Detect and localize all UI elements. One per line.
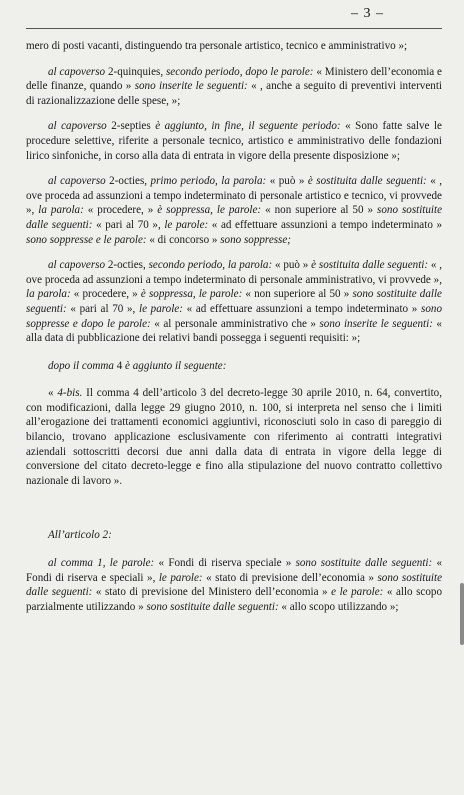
text-run: « allo scopo parzialmente utilizzando »	[26, 586, 442, 613]
italic-text-run: sono inserite le seguenti:	[319, 317, 433, 330]
italic-text-run: secondo periodo, la parola:	[148, 259, 273, 272]
paragraph-spacer	[26, 543, 442, 556]
text-run: « procedere, »	[83, 204, 158, 217]
italic-text-run: sono sostituite dalle seguenti:	[26, 204, 443, 231]
italic-text-run: sono inserite le seguenti:	[134, 80, 248, 93]
text-run: mero di posti vacanti, distinguendo tra personale artistico, tecnico e amministrativo »;	[26, 40, 408, 52]
text-run: « procedere, »	[70, 288, 141, 301]
paragraph	[26, 39, 442, 54]
header-rule	[26, 28, 442, 29]
paragraph	[26, 119, 442, 163]
paragraph-spacer	[26, 54, 442, 65]
text-run: « non superiore al 50 »	[261, 204, 378, 217]
paragraph-spacer	[26, 488, 442, 528]
paragraph	[26, 258, 442, 346]
italic-text-run: al comma 1, le parole:	[48, 557, 155, 570]
text-run: « stato di previsione dell’economia »	[202, 571, 378, 584]
italic-text-run: al capoverso	[48, 175, 110, 188]
italic-text-run: sono sostituite dalle seguenti:	[295, 557, 433, 570]
paragraph	[26, 528, 442, 543]
paragraph	[26, 174, 442, 247]
text-run: « al personale amministrativo che »	[150, 317, 320, 330]
italic-text-run: sono soppresse e dopo le parole:	[26, 302, 442, 330]
scrollbar-thumb[interactable]	[460, 583, 464, 645]
text-run: « pari al 70 »,	[66, 302, 139, 315]
text-run: 2-quinquies,	[107, 65, 166, 78]
text-run: « , anche a seguito di preventivi interventi di razionalizzazione delle spese, »;	[26, 80, 442, 107]
italic-text-run: al capoverso	[48, 120, 112, 133]
page-header	[26, 0, 442, 28]
italic-text-run: sono sostituite dalle seguenti:	[26, 288, 442, 315]
italic-text-run: è soppressa, le parole:	[157, 204, 262, 217]
paragraph	[26, 359, 442, 374]
text-run: 2-septies	[111, 120, 156, 133]
italic-text-run: le parole:	[138, 302, 183, 315]
page-number: – 3 –	[351, 6, 384, 21]
text-run: « , ove proceda ad assunzioni a tempo indeterminato di personale amministrativo, vi provvede »,	[26, 259, 443, 286]
text-run: 2-octies,	[109, 175, 151, 188]
text-run: 4	[116, 359, 126, 372]
text-run: « di concorso »	[146, 233, 221, 246]
paragraph-spacer	[26, 346, 442, 359]
italic-text-run: la parola:	[26, 288, 71, 301]
text-run: « Ministero dell’economia e delle finanze, quando »	[26, 65, 442, 93]
text-run: « allo scopo utilizzando »;	[278, 600, 399, 613]
italic-text-run: sono soppresse;	[220, 233, 291, 246]
text-run: «	[48, 387, 58, 400]
italic-text-run: al capoverso	[48, 259, 108, 272]
text-run: « Fondi di riserva speciale »	[154, 557, 296, 570]
paragraph	[26, 65, 442, 109]
text-run: Il comma 4 dell’articolo 3 del decreto-legge 30 aprile 2010, n. 64, convertito, con modificazioni, dalla legge 29 giugno 2010, n. 100, si interpreta nel senso che i limiti all’erogazione dei trattamenti economici aggiuntivi, riconosciuti solo in caso di pareggio di bilancio, trovano applicazione esclusivamente con riferimento ai contratti integrativi aziendali sottoscritti decorsi due anni dalla data di entrata in vigore della legge di conversione del citato decreto-legge e fino alla stipulazione del nuovo contratto collettivo nazionale di lavoro ».	[26, 387, 442, 487]
paragraph	[26, 386, 442, 488]
italic-text-run: sono sostituite dalle seguenti:	[146, 600, 279, 613]
italic-text-run: primo periodo, la parola:	[150, 175, 267, 188]
italic-text-run: sono soppresse e le parole:	[26, 233, 147, 246]
paragraph-spacer	[26, 108, 442, 119]
document-body	[26, 39, 442, 614]
italic-text-run: al capoverso	[48, 65, 108, 78]
text-run: « alla data di pubblicazione dei relativi bandi possegga i seguenti requisiti: »;	[26, 317, 442, 345]
italic-text-run: 4-bis.	[57, 387, 83, 400]
italic-text-run: è aggiunto, in fine, il seguente periodo:	[155, 120, 341, 133]
paragraph	[26, 556, 442, 614]
paragraph-spacer	[26, 247, 442, 258]
text-run: « può »	[266, 175, 308, 188]
italic-text-run: secondo periodo, dopo le parole:	[165, 65, 314, 78]
text-run: « non superiore al 50 »	[242, 288, 353, 301]
italic-text-run: le parole:	[164, 218, 209, 231]
italic-text-run: le parole:	[158, 571, 203, 584]
text-run: « pari al 70 »,	[92, 218, 165, 231]
text-run: « può »	[272, 259, 312, 272]
italic-text-run: è sostituita dalle seguenti:	[311, 259, 429, 272]
italic-text-run: All’articolo 2:	[48, 529, 112, 542]
italic-text-run: è soppressa, le parole:	[140, 288, 243, 301]
italic-text-run: la parola:	[38, 204, 84, 217]
text-run: « Fondi di riserva e speciali »,	[26, 557, 443, 584]
italic-text-run: è sostituita dalle seguenti:	[307, 175, 427, 188]
italic-text-run: sono sostituite dalle seguenti:	[26, 571, 442, 599]
text-run: « ad effettuare assunzioni a tempo indeterminato »	[208, 218, 443, 231]
paragraph-spacer	[26, 163, 442, 174]
italic-text-run: e le parole:	[331, 586, 384, 599]
paragraph-spacer	[26, 373, 442, 386]
italic-text-run: è aggiunto il seguente:	[125, 359, 227, 372]
text-run: 2-octies,	[107, 259, 149, 272]
text-run: « stato di previsione del Ministero dell’economia »	[92, 586, 332, 599]
text-run: « Sono fatte salve le procedure selettive, riferite a personale tecnico, artistico e amministrativo delle fondazioni lirico sinfoniche, in corso alla data di entrata in vigore della presente disposizione »;	[26, 120, 442, 162]
text-run: « , ove proceda ad assunzioni a tempo indeterminato di personale artistico e tecnico, vi provvede »,	[26, 175, 443, 217]
text-run: « ad effettuare assunzioni a tempo indeterminato »	[182, 302, 422, 315]
italic-text-run: dopo il comma	[48, 359, 117, 372]
